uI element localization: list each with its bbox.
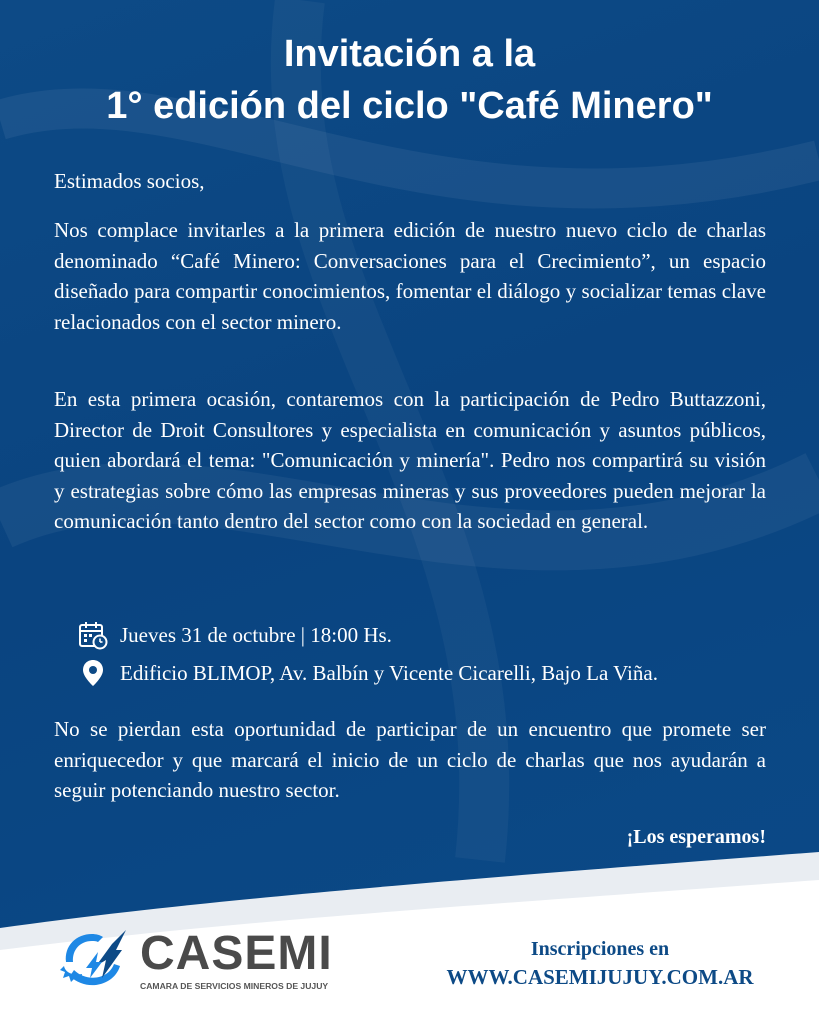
casemi-logo-icon [56, 926, 132, 996]
location-pin-icon [78, 658, 108, 688]
title-line-2: 1° edición del ciclo "Café Minero" [106, 85, 713, 127]
closing-greeting: ¡Los esperamos! [626, 826, 766, 848]
invitation-title [0, 28, 819, 132]
paragraph-intro: Nos complace invitarles a la primera edición de nuestro nuevo ciclo de charlas denominado “Café Minero: Conversaciones para el Crecimiento”, un espacio diseñado para compartir conocimientos, fomentar el diálogo y socializar temas clave relacionados con el sector minero. [54, 218, 766, 334]
paragraph-closing: No se pierdan esta oportunidad de participar de un encuentro que promete ser enriquecedor y que marcará el inicio de un ciclo de charlas que nos ayudarán a seguir potenciando nuestro sector. [54, 717, 766, 802]
event-date-row [78, 620, 392, 650]
greeting: Estimados socios, [54, 169, 205, 193]
logo-subtitle: CAMARA DE SERVICIOS MINEROS DE JUJUY [140, 981, 329, 991]
event-date-text: Jueves 31 de octubre | 18:00 Hs. [120, 622, 392, 647]
calendar-clock-icon [78, 620, 108, 650]
paragraph-speaker: En esta primera ocasión, contaremos con la participación de Pedro Buttazzoni, Director de Droit Consultores y especialista en comunicación y asuntos públicos, quien abordará el tema: "Comunicación y minería". Pedro nos compartirá su visión y estrategias sobre cómo las empresas mineras y sus proveedores pueden mejorar la comunicación tanto dentro del sector como con la sociedad en general. [54, 387, 766, 533]
logo-name: CASEMI [140, 927, 333, 980]
event-location-row [78, 658, 658, 688]
signup-label: Inscripciones en [530, 938, 670, 960]
casemi-logo [56, 926, 333, 996]
title-line-1: Invitación a la [283, 33, 536, 75]
event-location-text: Edificio BLIMOP, Av. Balbín y Vicente Cicarelli, Bajo La Viña. [120, 660, 658, 685]
signup-url-link[interactable]: WWW.CASEMIJUJUY.COM.AR [446, 965, 754, 989]
signup-info [430, 936, 770, 992]
